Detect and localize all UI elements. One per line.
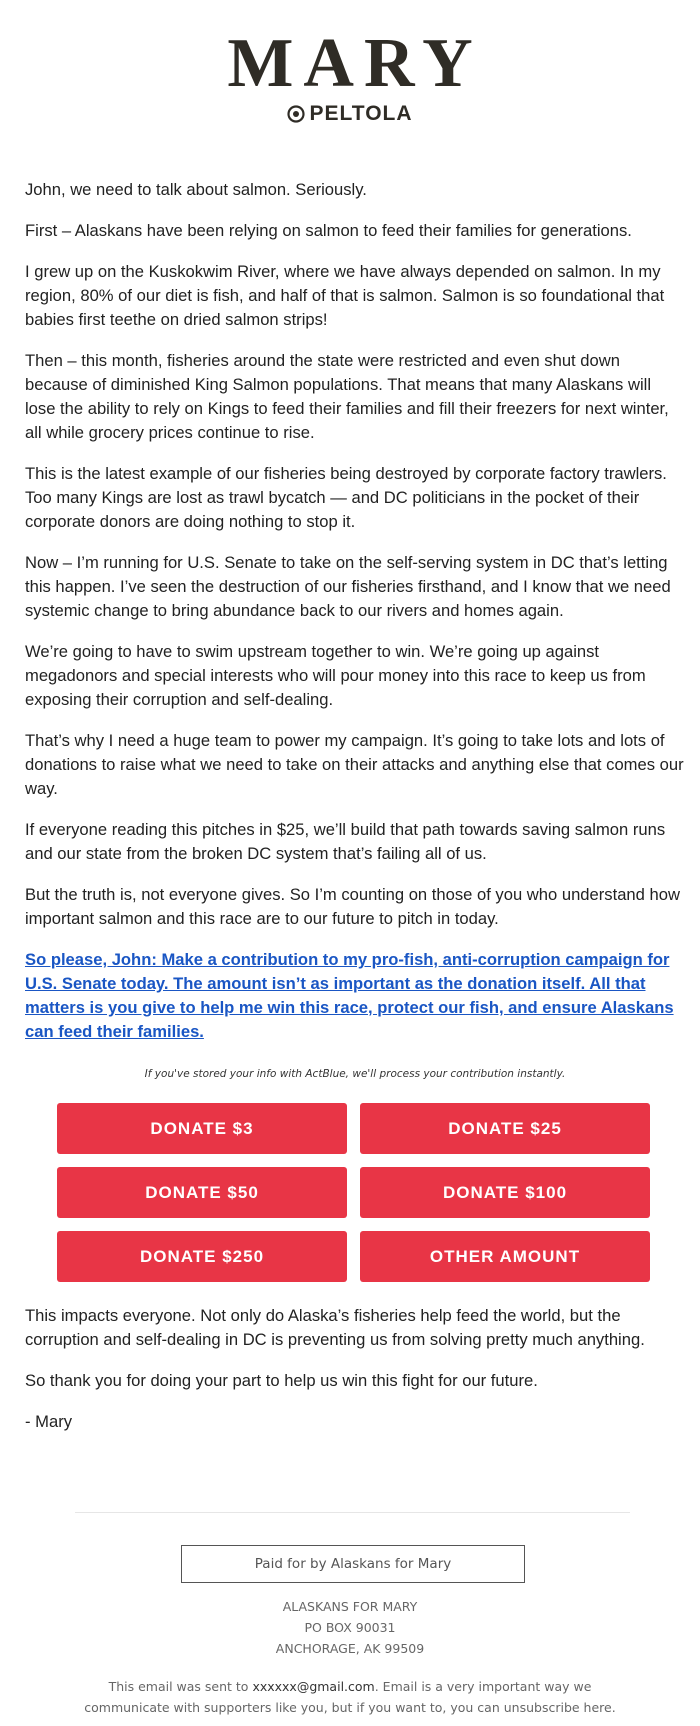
paragraph: This is the latest example of our fisheries being destroyed by corporate factory trawlers. Too many Kings are lost as trawl bycatch — and DC politicians in the pocket of their corporate donors are doing nothing to stop it. <box>25 464 667 531</box>
paragraph: John, we need to talk about salmon. Seriously. <box>25 180 367 199</box>
note-suffix: . <box>611 1700 616 1715</box>
paid-for-disclaimer: Paid for by Alaskans for Mary <box>181 1545 525 1583</box>
paragraph: So thank you for doing your part to help us win this fight for our future. <box>25 1371 538 1390</box>
logo-subtitle <box>0 102 700 126</box>
paragraph: First – Alaskans have been relying on salmon to feed their families for generations. <box>25 221 632 240</box>
donate-50-button[interactable]: DONATE $50 <box>57 1167 347 1218</box>
recipient-email: xxxxxx@gmail.com <box>252 1679 375 1694</box>
contribution-link[interactable]: So please, John: Make a contribution to my pro-fish, anti-corruption campaign for U.S. Senate today. The amount isn’t as important as the donation itself. All that matters is you give to help me win this race, protect our fish, and ensure Alaskans can feed their families. <box>25 950 674 1041</box>
footer-note <box>80 1676 620 1718</box>
paragraph: Now – I’m running for U.S. Senate to take on the self-serving system in DC that’s letting this happen. I’ve seen the destruction of our fisheries firsthand, and I know that we need systemic change to bring abundance back to our rivers and homes again. <box>25 553 671 620</box>
paragraph: I grew up on the Kuskokwim River, where we have always depended on salmon. In my region, 80% of our diet is fish, and half of that is salmon. Salmon is so foundational that babies first teethe on dried salmon strips! <box>25 262 665 329</box>
logo-sub-text: PELTOLA <box>309 102 413 125</box>
note-middle: . Email is a very important way we communicate with supporters like you, but if you want to, you can <box>84 1679 592 1715</box>
closing <box>25 1304 685 1434</box>
donate-3-button[interactable]: DONATE $3 <box>57 1103 347 1154</box>
paragraph: This impacts everyone. Not only do Alaska’s fisheries help feed the world, but the corruption and self-dealing in DC is preventing us from solving pretty much anything. <box>25 1306 645 1349</box>
paragraph: We’re going to have to swim upstream together to win. We’re going up against megadonors and special interests who will pour money into this race to keep us from exposing their corruption and self-dealing. <box>25 642 646 709</box>
other-amount-button[interactable]: OTHER AMOUNT <box>360 1231 650 1282</box>
paragraph: If everyone reading this pitches in $25, we’ll build that path towards saving salmon runs and our state from the broken DC system that’s failing all of us. <box>25 820 666 863</box>
campaign-logo <box>0 25 700 126</box>
address-line: ALASKANS FOR MARY <box>282 1599 418 1614</box>
address-line: ANCHORAGE, AK 99509 <box>275 1641 425 1656</box>
logo-name: MARY <box>227 25 483 102</box>
donate-250-button[interactable]: DONATE $250 <box>57 1231 347 1282</box>
paragraph: Then – this month, fisheries around the state were restricted and even shut down because of diminished King Salmon populations. That means that many Alaskans will lose the ability to rely on Kings to feed their families and fill their freezers for next winter, all while grocery prices continue to rise. <box>25 351 669 442</box>
footer-divider <box>75 1512 630 1513</box>
target-icon <box>287 105 305 123</box>
paragraph: But the truth is, not everyone gives. So I’m counting on those of you who understand how important salmon and this race are to our future to pitch in today. <box>25 885 680 928</box>
donate-100-button[interactable]: DONATE $100 <box>360 1167 650 1218</box>
actblue-note: If you've stored your info with ActBlue, we'll process your contribution instantly. <box>144 1068 566 1080</box>
paragraph: That’s why I need a huge team to power my campaign. It’s going to take lots and lots of donations to raise what we need to take on their attacks and anything else that comes our way. <box>25 731 684 798</box>
unsubscribe-link[interactable]: unsubscribe here <box>503 1700 612 1715</box>
address-line: PO BOX 90031 <box>304 1620 396 1635</box>
email-body <box>25 178 685 1451</box>
mailing-address <box>0 1596 700 1659</box>
signature: - Mary <box>25 1412 73 1431</box>
donate-buttons <box>57 1103 685 1282</box>
note-prefix: This email was sent to <box>108 1679 253 1694</box>
donate-25-button[interactable]: DONATE $25 <box>360 1103 650 1154</box>
